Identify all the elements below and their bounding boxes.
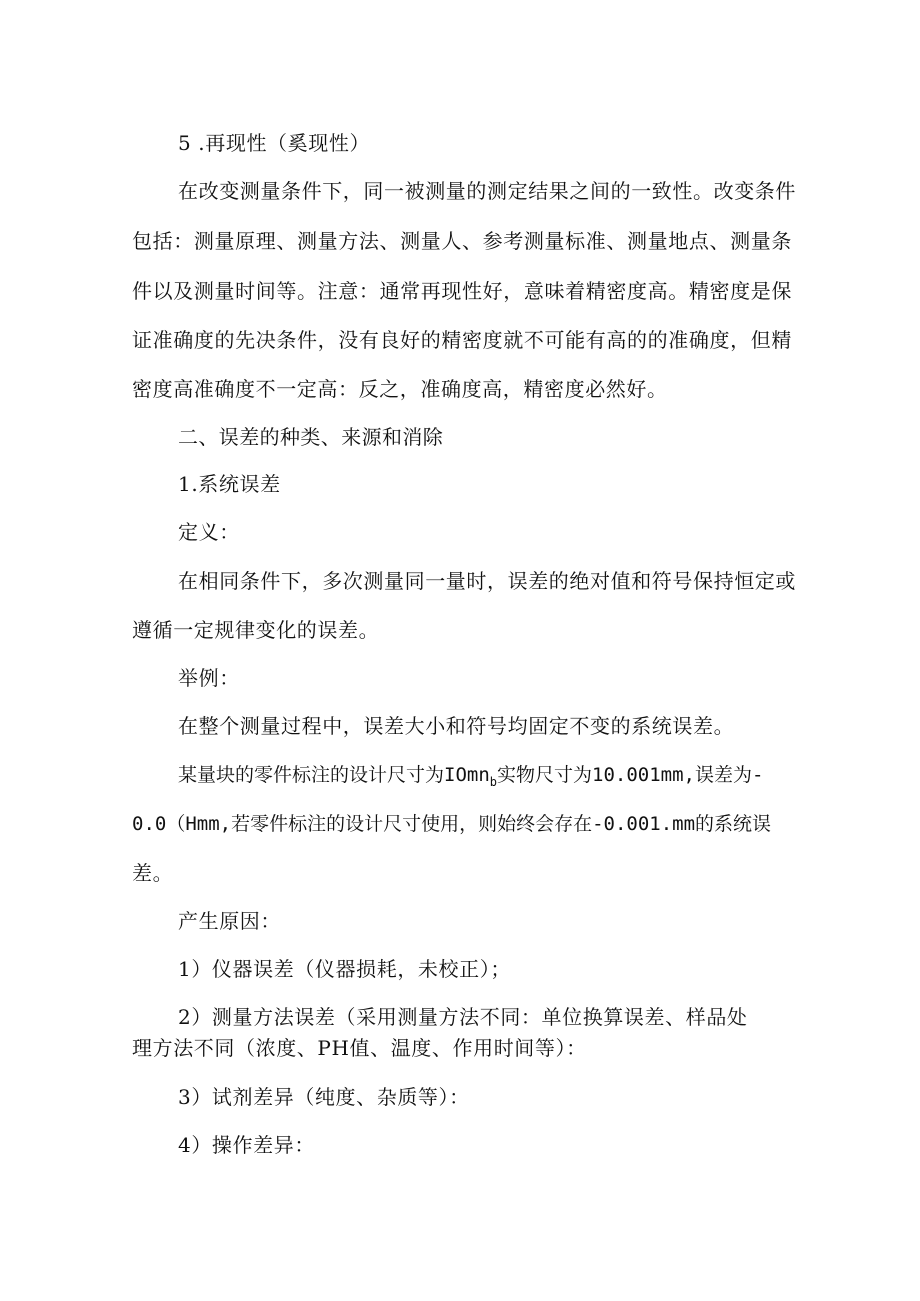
paragraph-line: 密度高准确度不一定高：反之，准确度高，精密度必然好。 bbox=[132, 377, 668, 401]
subscript-text: b bbox=[489, 774, 497, 789]
paragraph-line: 证准确度的先决条件，没有良好的精密度就不可能有高的的准确度，但精 bbox=[132, 328, 792, 352]
definition-label: 定义： bbox=[178, 520, 240, 544]
paragraph-line: 在相同条件下，多次测量同一量时，误差的绝对值和符号保持恒定或 bbox=[178, 569, 796, 593]
paragraph-line: 在改变测量条件下，同一被测量的测定结果之间的一致性。改变条件 bbox=[178, 179, 796, 203]
paragraph-line: 遵循一定规律变化的误差。 bbox=[132, 618, 380, 642]
subsection-title: 1.系统误差 bbox=[178, 472, 281, 496]
example-text: 实物尺寸为10.001mm,误差为- bbox=[497, 764, 764, 786]
cause-item: 2）测量方法误差（采用测量方法不同：单位换算误差、样品处 bbox=[178, 1005, 748, 1029]
example-text: 某量块的零件标注的设计尺寸为IOmn bbox=[178, 764, 490, 786]
paragraph-line: 在整个测量过程中，误差大小和符号均固定不变的系统误差。 bbox=[178, 714, 735, 738]
cause-item-continued: 理方法不同（浓度、PH值、温度、作用时间等）： bbox=[132, 1036, 587, 1060]
cause-item: 3）试剂差异（纯度、杂质等）： bbox=[178, 1085, 470, 1109]
section-heading: 二、误差的种类、来源和消除 bbox=[178, 425, 444, 449]
section-5-title: 5 .再现性（奚现性） bbox=[178, 131, 371, 155]
cause-label: 产生原因： bbox=[178, 909, 281, 933]
example-measure-line bbox=[178, 761, 792, 789]
cause-item: 1）仪器误差（仪器损耗，未校正）； bbox=[178, 957, 511, 981]
paragraph-line: 差。 bbox=[132, 861, 174, 885]
paragraph-line: 包括：测量原理、测量方法、测量人、参考测量标准、测量地点、测量条 bbox=[132, 229, 792, 253]
cause-item: 4）操作差异： bbox=[178, 1133, 315, 1157]
example-label: 举例： bbox=[178, 666, 240, 690]
paragraph-line: 0.0（Hmm,若零件标注的设计尺寸使用，则始终会存在-0.001.mm的系统误 bbox=[132, 813, 772, 835]
paragraph-line: 件以及测量时间等。注意：通常再现性好，意味着精密度高。精密度是保 bbox=[132, 279, 792, 303]
